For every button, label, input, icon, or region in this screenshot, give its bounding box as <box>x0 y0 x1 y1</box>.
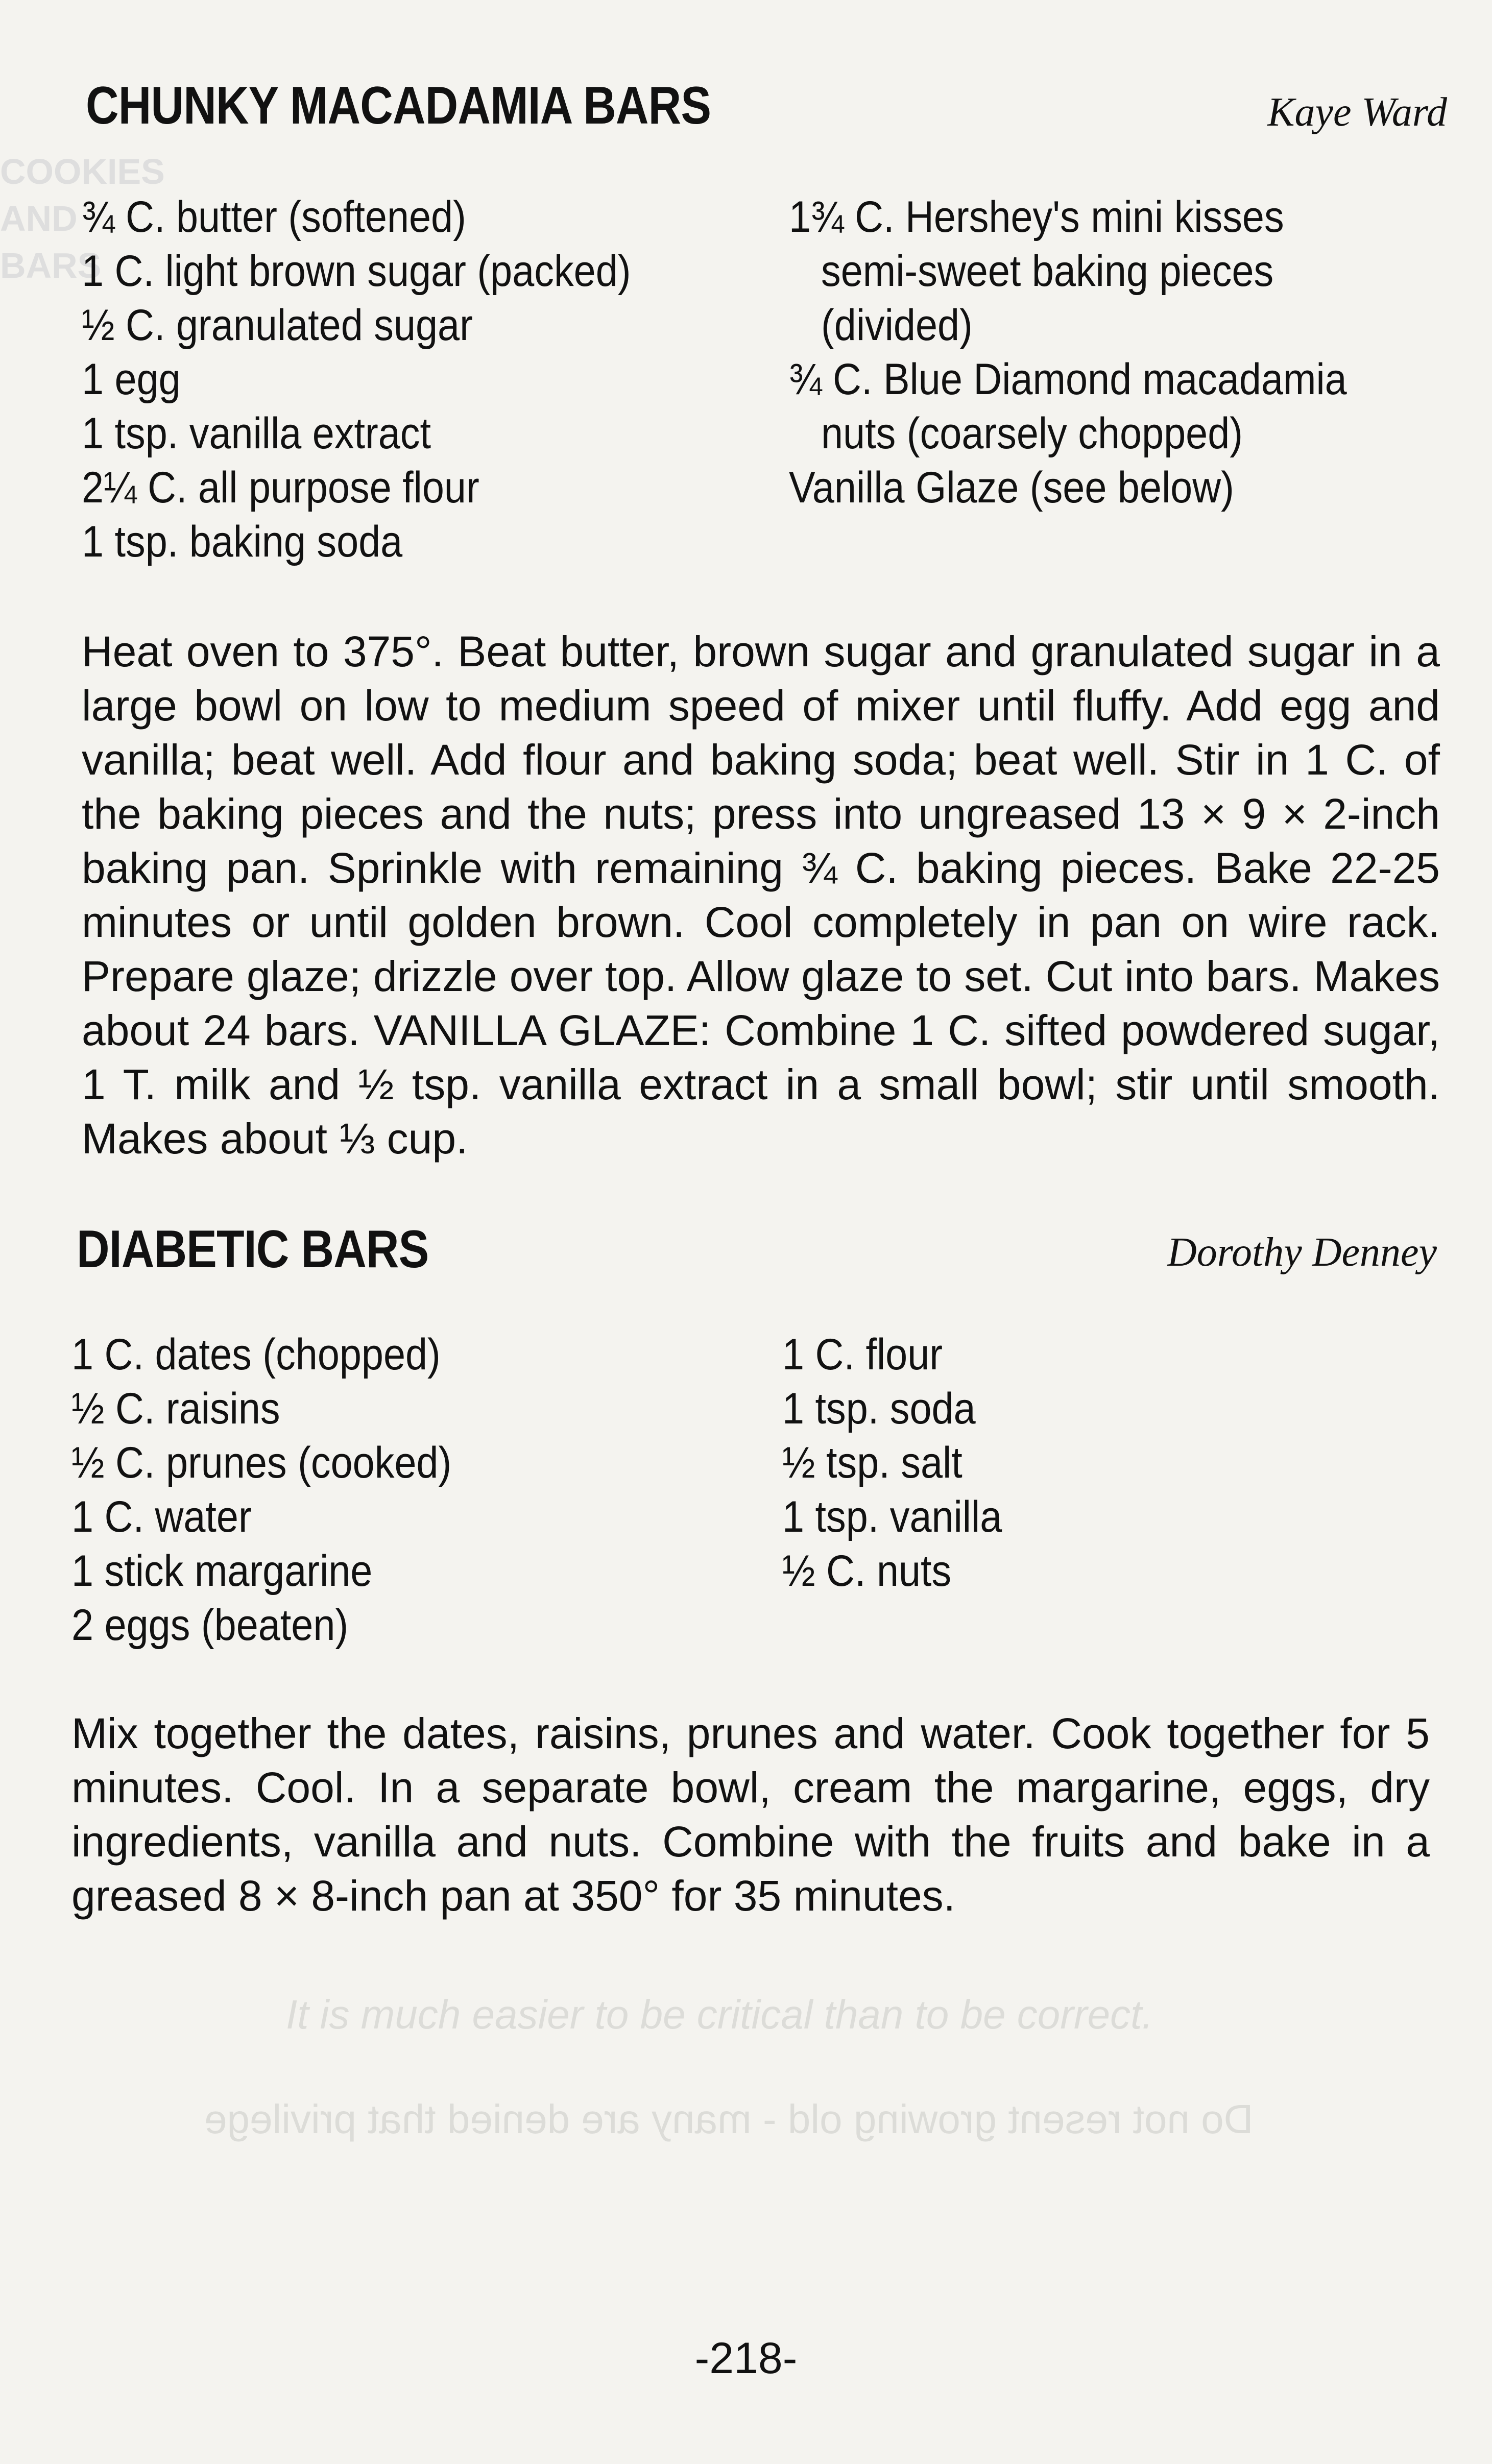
ingredients-left-column <box>71 1327 494 1652</box>
ingredients-right-column <box>782 1327 1026 1598</box>
ingredient: ½ tsp. salt <box>782 1438 962 1487</box>
ingredient: 1 C. light brown sugar (packed) <box>82 247 631 296</box>
page-number: -218- <box>694 2334 798 2383</box>
bleed-through-side-label: COOKIES AND BARS <box>0 152 165 285</box>
recipe-title: CHUNKY MACADAMIA BARS <box>86 76 711 135</box>
ingredient: Vanilla Glaze (see below) <box>789 463 1234 512</box>
ingredients-right-column <box>789 190 1409 515</box>
ingredient: 1 tsp. vanilla <box>782 1492 1002 1541</box>
ingredient: ½ C. prunes (cooked) <box>71 1438 452 1487</box>
recipe-author: Dorothy Denney <box>1167 1230 1437 1275</box>
ingredient: 1 egg <box>82 355 181 404</box>
ingredient: 1 C. dates (chopped) <box>71 1330 441 1379</box>
ingredient: nuts (coarsely chopped) <box>821 409 1243 458</box>
ingredient: 1 tsp. vanilla extract <box>82 409 431 458</box>
recipe-title: DIABETIC BARS <box>77 1220 429 1279</box>
ingredient: semi-sweet baking pieces <box>821 247 1274 296</box>
ingredients-left-column <box>82 190 692 569</box>
ingredient: 2¼ C. all purpose flour <box>82 463 479 512</box>
ingredient: 1 stick margarine <box>71 1547 373 1596</box>
ingredient: 1 C. water <box>71 1492 252 1541</box>
ingredient: 1 tsp. soda <box>782 1384 976 1433</box>
recipe-directions: Heat oven to 375°. Beat butter, brown sugar and granulated sugar in a large bowl on low to medium speed of mixer until fluffy. Add egg and vanilla; beat well. Add flour and baking soda; beat well. Stir in 1 C. of the baking pieces and the nuts; press into ungreased 13 × 9 × 2-inch baking pan. Sprinkle with remaining ¾ C. baking pieces. Bake 22-25 minutes or until golden brown. Cool completely in pan on wire rack. Prepare glaze; drizzle over top. Allow glaze to set. Cut into bars. Makes about 24 bars. VANILLA GLAZE: Combine 1 C. sifted powdered sugar, 1 T. milk and ½ tsp. vanilla extract in a small bowl; stir until smooth. Makes about ⅓ cup. <box>82 627 1440 1163</box>
recipe-author: Kaye Ward <box>1267 90 1447 135</box>
ingredient: ¾ C. butter (softened) <box>82 192 466 241</box>
ingredient: (divided) <box>821 301 973 350</box>
ingredient: 1 tsp. baking soda <box>82 517 403 566</box>
bleed-through-quote: It is much easier to be critical than to be correct. <box>286 1992 1153 2037</box>
ingredient: 1 C. flour <box>782 1330 943 1379</box>
bleed-through-quote-mirrored: Do not resent growing old - many are denied that privilege <box>204 2096 1254 2142</box>
ingredient: ½ C. raisins <box>71 1384 280 1433</box>
ingredient: 1¾ C. Hershey's mini kisses <box>789 192 1284 241</box>
ingredient: ½ C. nuts <box>782 1547 952 1596</box>
ingredient: 2 eggs (beaten) <box>71 1601 349 1650</box>
recipe-directions: Mix together the dates, raisins, prunes and water. Cook together for 5 minutes. Cool. In a separate bowl, cream the margarine, eggs, dry ingredients, vanilla and nuts. Combine with the fruits and bake in a greased 8 × 8-inch pan at 350° for 35 minutes. <box>71 1709 1430 1920</box>
ingredient: ½ C. granulated sugar <box>82 301 473 350</box>
ingredient: ¾ C. Blue Diamond macadamia <box>789 355 1347 404</box>
